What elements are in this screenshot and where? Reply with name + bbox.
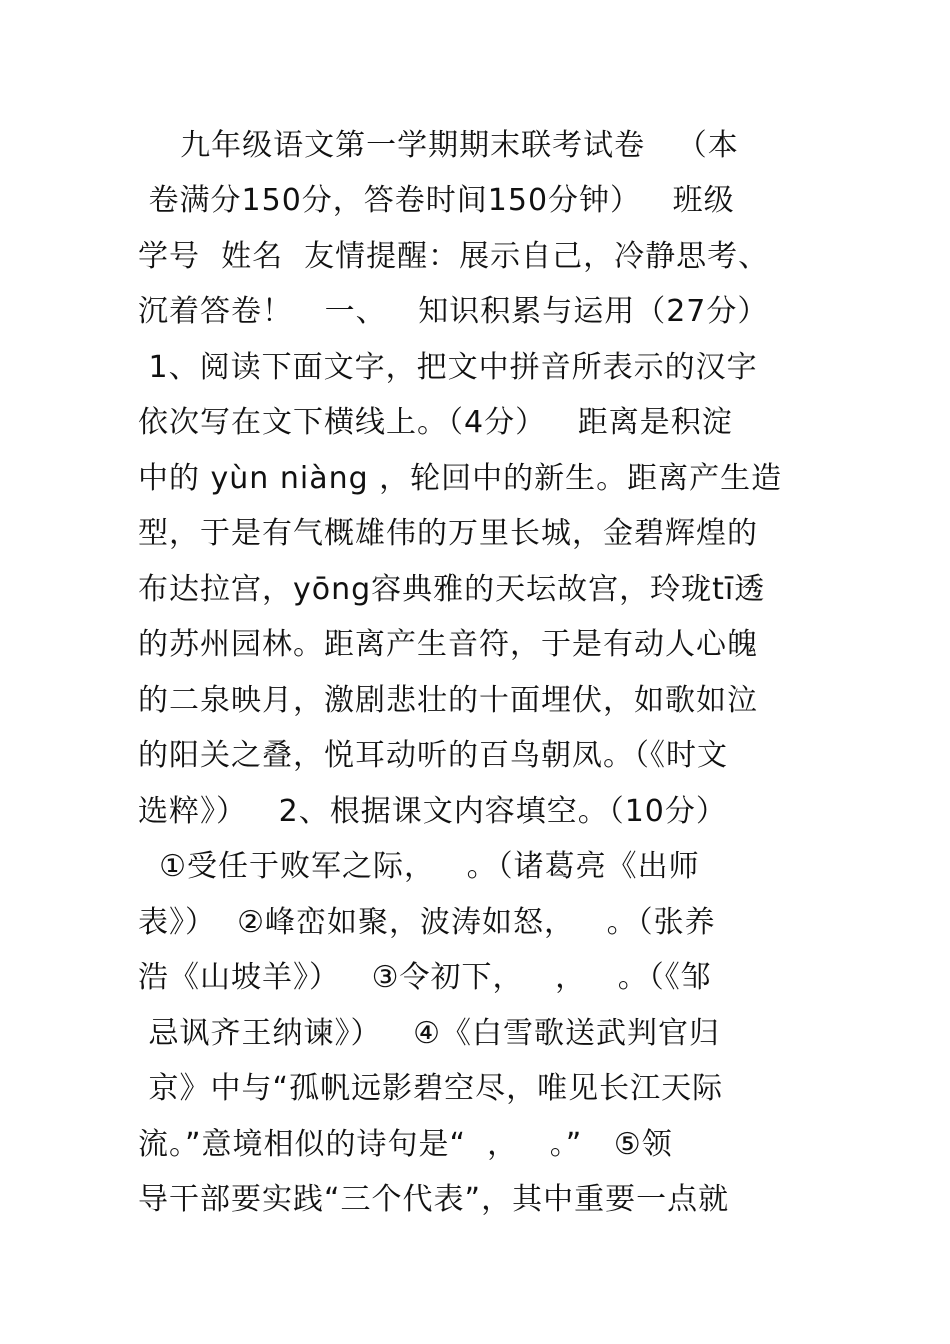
text-line: 选粹》） 2、根据课文内容填空。（10分） bbox=[138, 794, 727, 829]
text-line: 表》） ②峰峦如聚，波涛如怒， 。（张养 bbox=[138, 905, 716, 940]
text-line: 卷满分150分，答卷时间150分钟） 班级 bbox=[138, 183, 735, 218]
text-line: 沉着答卷！ 一、 知识积累与运用（27分） bbox=[138, 294, 769, 329]
text-line: 的阳关之叠，悦耳动听的百鸟朝凤。（《时文 bbox=[138, 738, 728, 773]
text-line: 型，于是有气概雄伟的万里长城，金碧辉煌的 bbox=[138, 516, 758, 551]
text-line: 浩《山坡羊》） ③令初下， ， 。（《邹 bbox=[138, 960, 712, 995]
text-line: 流。”意境相似的诗句是“ ， 。” ⑤领 bbox=[138, 1127, 673, 1162]
text-line: 布达拉宫，yōng容典雅的天坛故宫，玲珑tī透 bbox=[138, 572, 766, 607]
text-line: 1、阅读下面文字，把文中拼音所表示的汉字 bbox=[138, 350, 758, 385]
text-line: 九年级语文第一学期期末联考试卷 （本 bbox=[138, 128, 739, 163]
text-line: 京》中与“孤帆远影碧空尽，唯见长江天际 bbox=[138, 1071, 724, 1106]
text-line: 的二泉映月，激剧悲壮的十面埋伏，如歌如泣 bbox=[138, 683, 758, 718]
text-line: 学号 姓名 友情提醒：展示自己，冷静思考、 bbox=[138, 239, 770, 274]
text-line: 导干部要实践“三个代表”，其中重要一点就 bbox=[138, 1182, 730, 1217]
text-line: 的苏州园林。距离产生音符，于是有动人心魄 bbox=[138, 627, 758, 662]
text-line: 中的 yùn niàng ，轮回中的新生。距离产生造 bbox=[138, 461, 783, 496]
text-line: ①受任于败军之际， 。（诸葛亮《出师 bbox=[138, 849, 700, 884]
text-line: 依次写在文下横线上。（4分） 距离是积淀 bbox=[138, 405, 733, 440]
text-line: 忌讽齐王纳谏》） ④《白雪歌送武判官归 bbox=[138, 1016, 721, 1051]
